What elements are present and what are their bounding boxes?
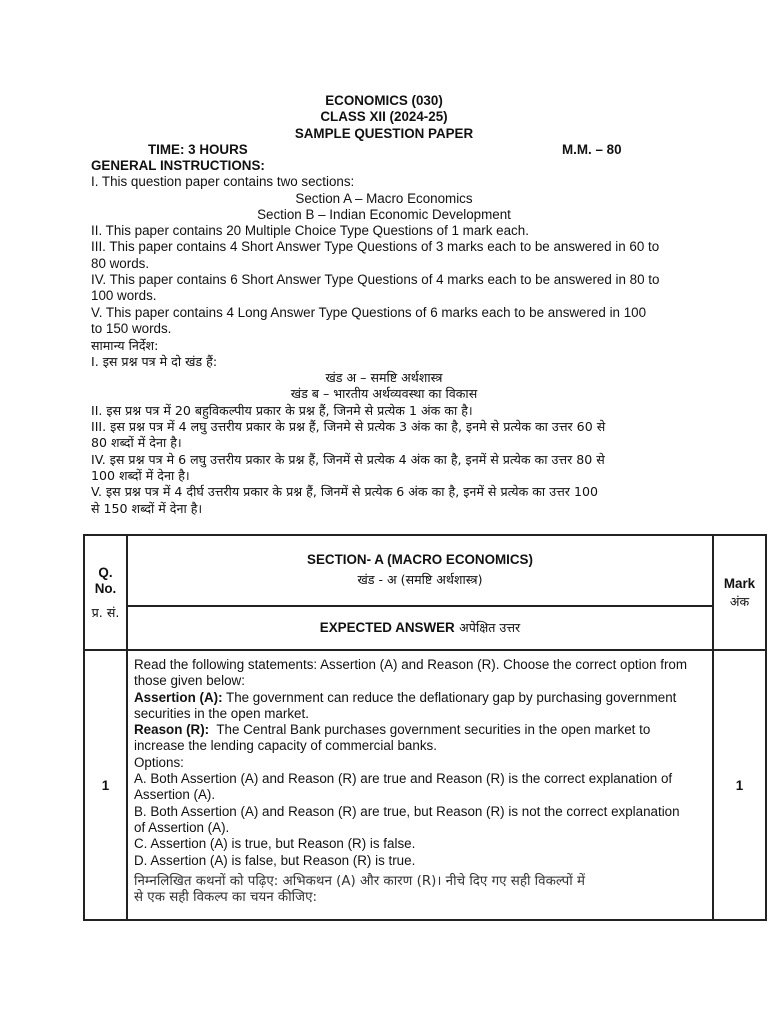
- hindi-instruction-iii-cont: 80 शब्दों में देना है।: [91, 435, 182, 450]
- expected-answer-label: EXPECTED ANSWER: [319, 620, 455, 635]
- instruction-iii-cont: 80 words.: [91, 256, 150, 271]
- question-hindi: निम्नलिखित कथनों को पढ़िए: अभिकथन (A) और कारण (R)। नीचे दिए गए सही विकल्पों में: [134, 873, 585, 889]
- section-title: SECTION- A (MACRO ECONOMICS): [307, 551, 533, 567]
- hindi-instruction-iii: III. इस प्रश्न पत्र में 4 लघु उत्तरीय प्रकार के प्रश्न हैं, जिनमे से प्रत्येक 3 अंक का है, इनमे से प्रत्येक का उत्तर 60 से: [91, 419, 606, 434]
- instruction-ii: II. This paper contains 20 Multiple Choice Type Questions of 1 mark each.: [91, 223, 529, 238]
- section-header: [127, 535, 713, 606]
- question-table: [83, 534, 767, 921]
- paper-subject: ECONOMICS (030): [325, 93, 443, 108]
- reason-text: The Central Bank purchases government securities in the open market to: [209, 722, 651, 738]
- instruction-iv: IV. This paper contains 6 Short Answer Type Questions of 4 marks each to be answered in 80 to: [91, 272, 660, 287]
- question-body: [127, 650, 713, 920]
- hindi-instruction-section-a: खंड अ – समष्टि अर्थशास्त्र: [325, 370, 443, 385]
- q-no-label: Q.: [98, 564, 113, 580]
- instruction-section-b: Section B – Indian Economic Development: [257, 207, 511, 222]
- hindi-instruction-iv: IV. इस प्रश्न पत्र मे 6 लघु उत्तरीय प्रकार के प्रश्न हैं, जिनमें से प्रत्येक 4 अंक का है, इनमें से प्रत्येक का उत्तर 80 से: [91, 452, 605, 467]
- assertion-text-cont: securities in the open market.: [134, 705, 309, 721]
- option-c: C. Assertion (A) is true, but Reason (R) is false.: [134, 836, 416, 852]
- section-title-hindi: खंड - अ (समष्टि अर्थशास्त्र): [357, 571, 483, 587]
- paper-time: TIME: 3 HOURS: [148, 142, 248, 157]
- paper-title: SAMPLE QUESTION PAPER: [294, 126, 474, 141]
- option-b-cont: of Assertion (A).: [134, 819, 230, 835]
- instruction-v-cont: to 150 words.: [91, 321, 172, 336]
- instruction-i: I. This question paper contains two sections:: [91, 174, 355, 189]
- question-number: 1: [84, 650, 127, 920]
- question-intro-cont: those given below:: [134, 673, 245, 689]
- expected-answer-hindi: अपेक्षित उत्तर: [459, 620, 521, 635]
- assertion-text: The government can reduce the deflationary gap by purchasing government: [222, 689, 677, 705]
- table-row: [84, 650, 766, 920]
- hindi-instruction-v: V. इस प्रश्न पत्र में 4 दीर्घ उत्तरीय प्रकार के प्रश्न हैं, जिनमें से प्रत्येक 6 अंक का है, इनमें से प्रत्येक का उत्तर 100: [91, 484, 598, 499]
- instruction-v: V. This paper contains 4 Long Answer Type Questions of 6 marks each to be answered in 100: [91, 305, 647, 320]
- expected-answer-header: [127, 606, 713, 650]
- question-intro: Read the following statements: Assertion (A) and Reason (R). Choose the correct option from: [134, 657, 688, 672]
- hindi-instruction-iv-cont: 100 शब्दों में देना है।: [91, 468, 190, 483]
- assertion-label: Assertion (A):: [134, 689, 223, 705]
- reason-text-cont: increase the lending capacity of commercial banks.: [134, 738, 437, 754]
- hindi-instruction-section-b: खंड ब – भारतीय अर्थव्यवस्था का विकास: [290, 386, 478, 401]
- q-no-header: [84, 535, 127, 650]
- option-b: B. Both Assertion (A) and Reason (R) are true, but Reason (R) is not the correct explanation: [134, 803, 680, 819]
- option-a: A. Both Assertion (A) and Reason (R) are true and Reason (R) is the correct explanation of: [134, 771, 673, 787]
- mark-header: [713, 535, 766, 650]
- question-hindi-cont: से एक सही विकल्प का चयन कीजिए:: [134, 890, 317, 906]
- hindi-instructions-heading: सामान्य निर्देश:: [91, 338, 159, 353]
- instructions-heading: GENERAL INSTRUCTIONS:: [91, 158, 265, 173]
- instruction-section-a: Section A – Macro Economics: [295, 191, 473, 206]
- hindi-instruction-ii: II. इस प्रश्न पत्र में 20 बहुविकल्पीय प्रकार के प्रश्न हैं, जिनमे से प्रत्येक 1 अंक का है।: [91, 403, 473, 418]
- options-label: Options:: [134, 754, 184, 770]
- question-marks: 1: [713, 650, 766, 920]
- reason-line: [134, 722, 706, 738]
- paper-max-marks: M.M. – 80: [562, 142, 622, 157]
- option-d: D. Assertion (A) is false, but Reason (R) is true.: [134, 852, 416, 868]
- assertion-line: [134, 690, 706, 706]
- hindi-instruction-v-cont: से 150 शब्दों में देना है।: [91, 501, 203, 516]
- table-header-row: [84, 535, 766, 606]
- instruction-iii: III. This paper contains 4 Short Answer Type Questions of 3 marks each to be answered in 60 to: [91, 239, 660, 254]
- reason-label: Reason (R):: [134, 722, 210, 738]
- option-a-cont: Assertion (A).: [134, 787, 216, 803]
- mark-label: Mark: [723, 575, 756, 591]
- q-no-hindi: प्र. सं.: [91, 604, 120, 620]
- mark-label-hindi: अंक: [729, 593, 750, 609]
- q-no-label-2: No.: [94, 580, 117, 596]
- paper-class: CLASS XII (2024-25): [320, 109, 448, 124]
- hindi-instruction-i: I. इस प्रश्न पत्र मे दो खंड हैं:: [91, 354, 218, 369]
- instruction-iv-cont: 100 words.: [91, 288, 157, 303]
- expected-answer-row: [84, 606, 766, 650]
